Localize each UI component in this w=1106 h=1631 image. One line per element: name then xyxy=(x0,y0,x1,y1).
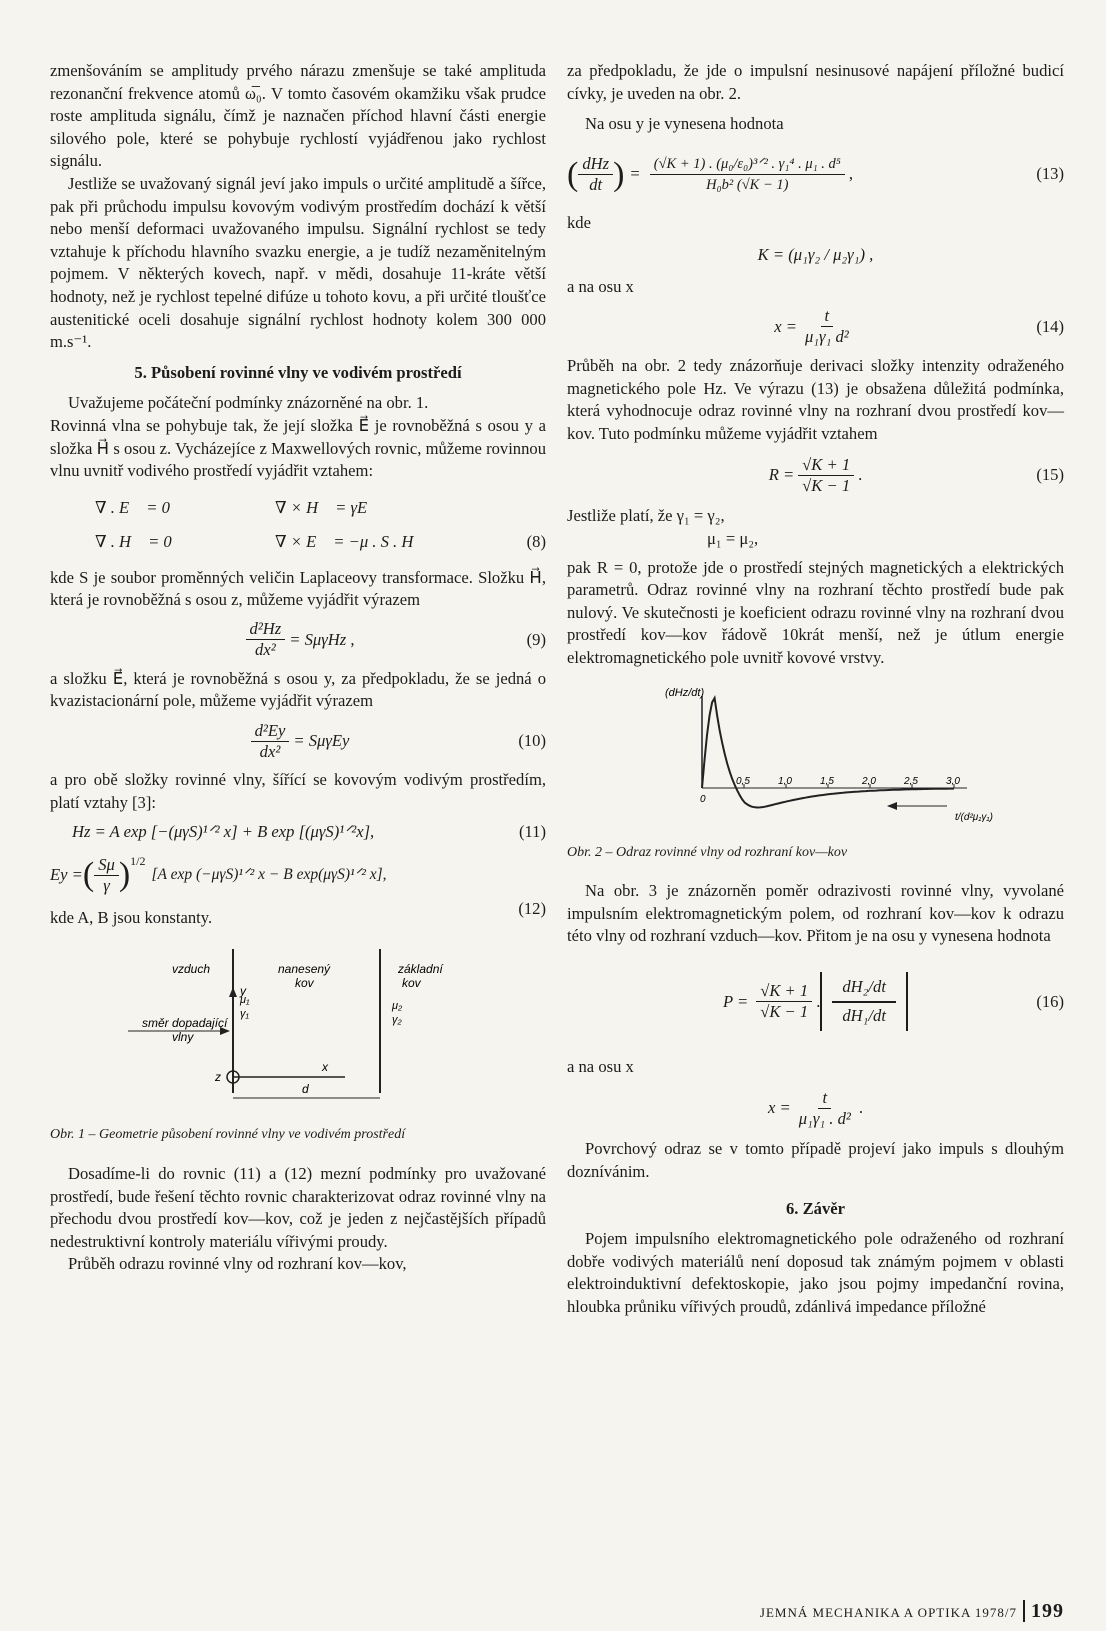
paragraph: kde S je soubor proměnných veličin Laplaceovy transformace. Složku H⃗, která je rovnoběžná s osou z, můžeme vyjádřit výrazem xyxy=(50,567,546,610)
equation-15 xyxy=(567,449,1064,501)
figure-2-chart xyxy=(567,676,1064,836)
paragraph: Průběh na obr. 2 tedy znázorňuje derivaci složky intenzity odraženého magnetického pole Hz. Ve výrazu (13) je obsažena důležitá podmínka, která vyhodnocuje odraz rovinné vlny na rozhraní dvou prostředí kov—kov. Tuto podmínku můžeme vyjádřit vztahem xyxy=(567,355,1064,443)
equals: = xyxy=(630,164,640,184)
label-x: x xyxy=(322,1060,328,1075)
fraction xyxy=(94,855,119,896)
label-d: d xyxy=(302,1082,309,1097)
paragraph: kde xyxy=(567,212,591,232)
numerator: t xyxy=(818,1088,831,1109)
paragraph: a na osu x xyxy=(567,1056,634,1076)
x-tick-label: 2,0 xyxy=(862,775,876,787)
equation-part: x = xyxy=(774,316,797,336)
equation-17 xyxy=(567,1082,1064,1134)
x-tick-label: 1,5 xyxy=(820,775,834,787)
journal-name: JEMNÁ MECHANIKA A OPTIKA 1978/7 xyxy=(759,1605,1017,1620)
fraction xyxy=(798,455,854,496)
equation-part: ∇ . H⃗ = 0 xyxy=(95,531,172,551)
label-g1: γ₁ xyxy=(240,1008,249,1021)
equation-part: ∇ × E⃗ = −μ . S . H⃗ xyxy=(275,531,427,551)
paragraph: Jestliže se uvažovaný signál jeví jako impuls o určité amplitudě a šířce, pak při průchodu impulsu kovovým vodivým prostředím dochází k větší nebo menší deformaci uvažovaného impulsu. Signální rychlost se tedy vztahuje k příchodu hlavního svazku energie, a je tudíž nezaměnitelným pojmem. V některých kovech, např. v mědi, dosahuje 11-kráte větší hodnoty, než je rychlost tepelné difúze u tohoto kovu, a při určité tloušťce austenitické oceli dosahuje signální rychlost hodnoty kolem 300 000 m.s⁻¹. xyxy=(50,173,546,352)
denominator: H₀b² (√K − 1) xyxy=(706,177,789,194)
paragraph: za předpokladu, že jde o impulsní nesinusové napájení příložné budicí cívky, je uveden na obr. 2. xyxy=(567,61,1064,103)
denominator: dH₁/dt xyxy=(842,1005,886,1025)
numerator: d²Hz xyxy=(246,619,286,640)
fraction xyxy=(801,306,853,347)
equation-part: ∇ × H⃗ = γE⃗ xyxy=(275,497,381,517)
label-mu1: μ₁ xyxy=(240,994,250,1007)
paragraph: kde A, B jsou konstanty. xyxy=(50,907,213,927)
equation-part: Hz = A exp [−(μγS)¹ᐟ² x] + B exp [(μγS)¹ᐟ²x], xyxy=(72,821,375,841)
figure-1 xyxy=(50,943,546,1118)
paragraph: zmenšováním se amplitudy prvého nárazu zmenšuje se také amplituda rezonanční frekvence atomů ω̅₀. V tomto časovém okamžiku však prudce roste amplituda signálu, čímž je naznačen příchod hlavní části energie silového pole, které se pohybuje rychlostí vyjádřenou jako rychlost signálu. xyxy=(50,61,546,171)
equation-part: P = xyxy=(723,991,749,1011)
fraction xyxy=(246,619,286,660)
fraction xyxy=(251,721,290,762)
period: . xyxy=(858,465,863,485)
equation-14 xyxy=(567,303,1064,351)
equation-10 xyxy=(50,717,546,765)
paren-left: ( xyxy=(567,155,579,193)
numerator: t xyxy=(821,306,834,327)
denominator: √K − 1 xyxy=(760,1002,809,1022)
label-zakladni-kov: kov xyxy=(402,976,421,991)
equation-12 xyxy=(50,850,546,900)
label-zakladni: základní xyxy=(398,962,443,977)
equation-number: (12) xyxy=(518,899,546,919)
x-tick-label: 0,5 xyxy=(736,775,750,787)
equation-number: (8) xyxy=(526,531,546,551)
denominator: √K − 1 xyxy=(802,475,851,495)
page-number: 199 xyxy=(1023,1600,1064,1622)
fraction xyxy=(650,154,845,195)
paren-right: ) xyxy=(118,856,131,894)
numerator: d²Ey xyxy=(251,721,290,742)
equation-part: Ey = xyxy=(50,864,83,884)
label-mu2: μ₂ xyxy=(392,1000,403,1013)
numerator: √K + 1 xyxy=(756,981,812,1002)
numerator: √K + 1 xyxy=(798,455,854,476)
paragraph: Pojem impulsního elektromagnetického pole odraženého od rozhraní dobře vodivých materiálů není doposud tak známým pojmem v oblasti elektroinduktivní defektoskopie, jako jsou pojmy impedanční rovina, hloubka průniku vířivých proudů, zdánlivá impedance příložné xyxy=(567,1229,1064,1317)
right-column xyxy=(567,60,1064,1319)
numerator: (√K + 1) . (μ₀/ε₀)³ᐟ² . γ₁⁴ . μ₁ . d⁵ xyxy=(650,154,845,175)
equation-K xyxy=(567,238,1064,272)
label-vzduch: vzduch xyxy=(172,962,211,977)
paragraph: Na obr. 3 je znázorněn poměr odrazivosti rovinné vlny, vyvolané impulsním elektromagnetickým polem, od rozhraní kov—kov k odrazu této vlny od rozhraní vzduch—kov. Přitom je na osu y vynesena hodnota xyxy=(567,881,1064,946)
equation-number: (15) xyxy=(1036,465,1064,485)
paragraph: Na osu y je vynesena hodnota xyxy=(585,114,784,134)
equation-number: (10) xyxy=(518,730,546,750)
denominator: dt xyxy=(589,175,603,195)
paragraph: Dosadíme-li do rovnic (11) a (12) mezní podmínky pro uvažované prostředí, bude řešení těchto rovnic charakterizovat odraz rovinné vlny na přechodu dvou prostředí kov—kov, což je jeden z nejčastějších případů nedestruktivní kontroly materiálu vířivými proudy. xyxy=(50,1164,546,1251)
comma: , xyxy=(848,164,853,184)
denominator: γ xyxy=(103,875,110,895)
paragraph: Uvažujeme počáteční podmínky znázorněné na obr. 1. xyxy=(68,393,429,413)
equation-part: [A exp (−μγS)¹ᐟ² x − B exp(μγS)¹ᐟ² x], xyxy=(151,865,387,883)
equation-9 xyxy=(50,616,546,664)
fraction xyxy=(795,1088,855,1129)
denominator: μ₁γ₁ d² xyxy=(804,327,849,347)
paren-right: ) xyxy=(613,155,625,193)
label-naneseny-kov: kov xyxy=(295,976,314,991)
equation-number: (9) xyxy=(526,629,546,649)
equation-part: ∇ . E⃗ = 0 xyxy=(95,497,170,517)
equation-part: = SμγHz , xyxy=(289,629,355,649)
x-tick-label: 3,0 xyxy=(946,775,960,787)
exponent: 1/2 xyxy=(130,854,146,869)
figure-2 xyxy=(567,676,1064,836)
label-smer: směr dopadající xyxy=(142,1016,228,1031)
equation-number: (16) xyxy=(1036,991,1064,1011)
label-z: z xyxy=(215,1070,221,1085)
denominator: μ₁γ₁ . d² xyxy=(798,1108,851,1128)
equation-number: (14) xyxy=(1036,316,1064,336)
fraction xyxy=(578,154,613,195)
numerator: dHz xyxy=(578,154,613,175)
section-heading: 6. Závěr xyxy=(786,1198,845,1218)
fraction xyxy=(756,981,812,1022)
numerator: Sμ xyxy=(94,855,119,876)
paragraph: pak R = 0, protože jde o prostředí stejných magnetických a elektrických parametrů. Odraz rovinné vlny na rozhraní těchto prostředí bude pak nulový. Ve skutečnosti je koeficient odrazu rovinné vlny na rozhraní dvou prostředí kov—kov řádově 10krát menší, než je útlum energie elektromagnetického pole uvnitř kovové vrstvy. xyxy=(567,557,1064,667)
bracket-fraction xyxy=(820,972,908,1031)
paragraph: μ₁ = μ₂, xyxy=(707,528,759,548)
left-column xyxy=(50,60,546,1276)
section-heading: 5. Působení rovinné vlny ve vodivém prostředí xyxy=(134,362,462,382)
page-footer xyxy=(760,1600,1064,1623)
label-g2: γ₂ xyxy=(392,1014,402,1027)
paragraph: Průběh odrazu rovinné vlny od rozhraní kov—kov, xyxy=(68,1254,407,1274)
figure-1-diagram xyxy=(50,943,546,1118)
equation-11 xyxy=(50,818,546,846)
equation-part: K = (μ₁γ₂ / μ₂γ₁) , xyxy=(757,245,874,265)
denominator: dx² xyxy=(259,741,281,761)
x-tick-label: 1,0 xyxy=(778,775,792,787)
figure-2-curve xyxy=(702,698,954,808)
x-tick-label: 0 xyxy=(700,793,706,805)
period: . xyxy=(858,1098,863,1118)
x-axis-label: t/(d²μ₁γ₁) xyxy=(955,811,993,823)
equation-number: (11) xyxy=(518,821,546,841)
equation-16 xyxy=(567,952,1064,1052)
equation-part: = SμγEy xyxy=(293,730,350,750)
label-y: y xyxy=(240,984,246,999)
x-tick-label: 2,5 xyxy=(904,775,918,787)
paragraph: Jestliže platí, že γ₁ = γ₂, xyxy=(567,506,725,526)
label-naneseny: nanesený xyxy=(278,962,331,977)
paragraph: a složku E⃗, která je rovnoběžná s osou y, za předpokladu, že se jedná o kvazistacionární pole, můžeme vyjádřit výrazem xyxy=(50,668,546,711)
label-vlny: vlny xyxy=(172,1030,194,1045)
denominator: dx² xyxy=(255,640,276,660)
figure-1-caption: Obr. 1 – Geometrie působení rovinné vlny ve vodivém prostředí xyxy=(50,1127,406,1143)
numerator: dH₂/dt xyxy=(832,974,896,1003)
paragraph: a pro obě složky rovinné vlny, šířící se kovovým vodivým prostředím, platí vztahy [3]: xyxy=(50,770,546,812)
dot: . xyxy=(816,991,821,1011)
paragraph: a na osu x xyxy=(567,277,634,297)
equation-number: (13) xyxy=(1036,164,1064,184)
paragraph: Rovinná vlna se pohybuje tak, že její složka E⃗ je rovnoběžná s osou y a složka H⃗ s osou z. Vycházejíce z Maxwellových rovnic, můžeme rovinnou vlnu uvnitř vodivého prostředí vyjádřit vztahem: xyxy=(50,415,546,481)
equation-8 xyxy=(50,497,546,559)
paren-left: ( xyxy=(82,856,95,894)
y-axis-label: (dHz/dt) xyxy=(665,686,705,699)
equation-part: R = xyxy=(768,465,795,485)
equation-13 xyxy=(567,142,1064,208)
paragraph: Povrchový odraz se v tomto případě projeví jako impuls s dlouhým doznívánim. xyxy=(567,1139,1064,1182)
equation-part: x = xyxy=(768,1098,791,1118)
figure-2-caption: Obr. 2 – Odraz rovinné vlny od rozhraní kov—kov xyxy=(567,844,848,860)
